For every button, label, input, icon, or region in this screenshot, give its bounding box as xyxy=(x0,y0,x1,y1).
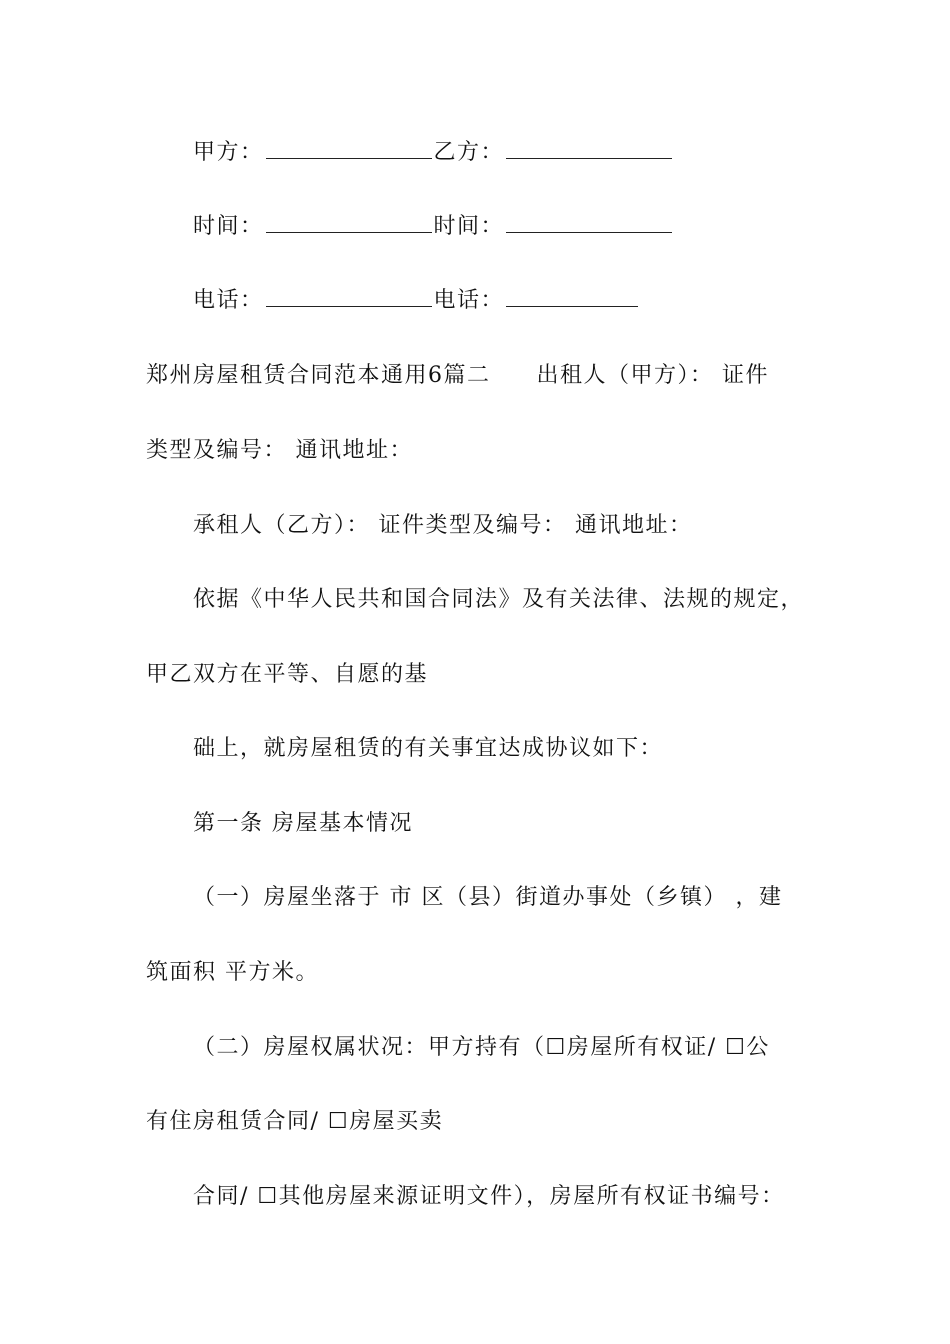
time-a-blank xyxy=(266,212,432,233)
time-a-label: 时间： xyxy=(193,214,264,239)
article-1-item-1-line-1: （一）房屋坐落于 市 区（县）街道办事处（乡镇） ，建 xyxy=(193,885,783,910)
time-b-blank xyxy=(506,212,672,233)
lessee-line: 承租人（乙方）： 证件类型及编号： 通讯地址： xyxy=(193,513,693,538)
article-1-item-2-line-1: （二）房屋权属状况：甲方持有（☐房屋所有权证/ ☐公 xyxy=(193,1035,770,1060)
signature-row-time xyxy=(193,212,674,242)
party-a-blank xyxy=(266,138,432,159)
time-b-label: 时间： xyxy=(433,214,505,239)
intro-line-2: 甲乙双方在平等、自愿的基 xyxy=(146,662,429,687)
party-b-label: 乙方： xyxy=(433,140,505,165)
article-1-item-1-line-2: 筑面积 平方米。 xyxy=(146,960,319,985)
title-lessor-row xyxy=(146,361,769,391)
intro-line-3: 础上，就房屋租赁的有关事宜达成协议如下： xyxy=(193,736,664,761)
lessor-line-1: 出租人（甲方）： 证件 xyxy=(536,363,769,388)
intro-line-1: 依据《中华人民共和国合同法》及有关法律、法规的规定， xyxy=(193,587,805,612)
party-a-label: 甲方： xyxy=(193,140,264,165)
party-b-blank xyxy=(506,138,672,159)
article-1-item-2-line-2: 有住房租赁合同/ ☐房屋买卖 xyxy=(146,1109,444,1134)
lessor-line-2: 类型及编号： 通讯地址： xyxy=(146,438,413,463)
phone-b-blank xyxy=(506,286,638,307)
phone-a-blank xyxy=(266,286,432,307)
article-1-heading: 第一条 房屋基本情况 xyxy=(193,811,413,836)
signature-row-parties xyxy=(193,138,674,168)
document-title: 郑州房屋租赁合同范本通用6篇二 xyxy=(146,363,491,388)
phone-b-label: 电话： xyxy=(433,288,505,313)
signature-row-phone xyxy=(193,286,640,316)
article-1-item-2-line-3: 合同/ ☐其他房屋来源证明文件），房屋所有权证书编号： xyxy=(193,1184,785,1209)
phone-a-label: 电话： xyxy=(193,288,264,313)
